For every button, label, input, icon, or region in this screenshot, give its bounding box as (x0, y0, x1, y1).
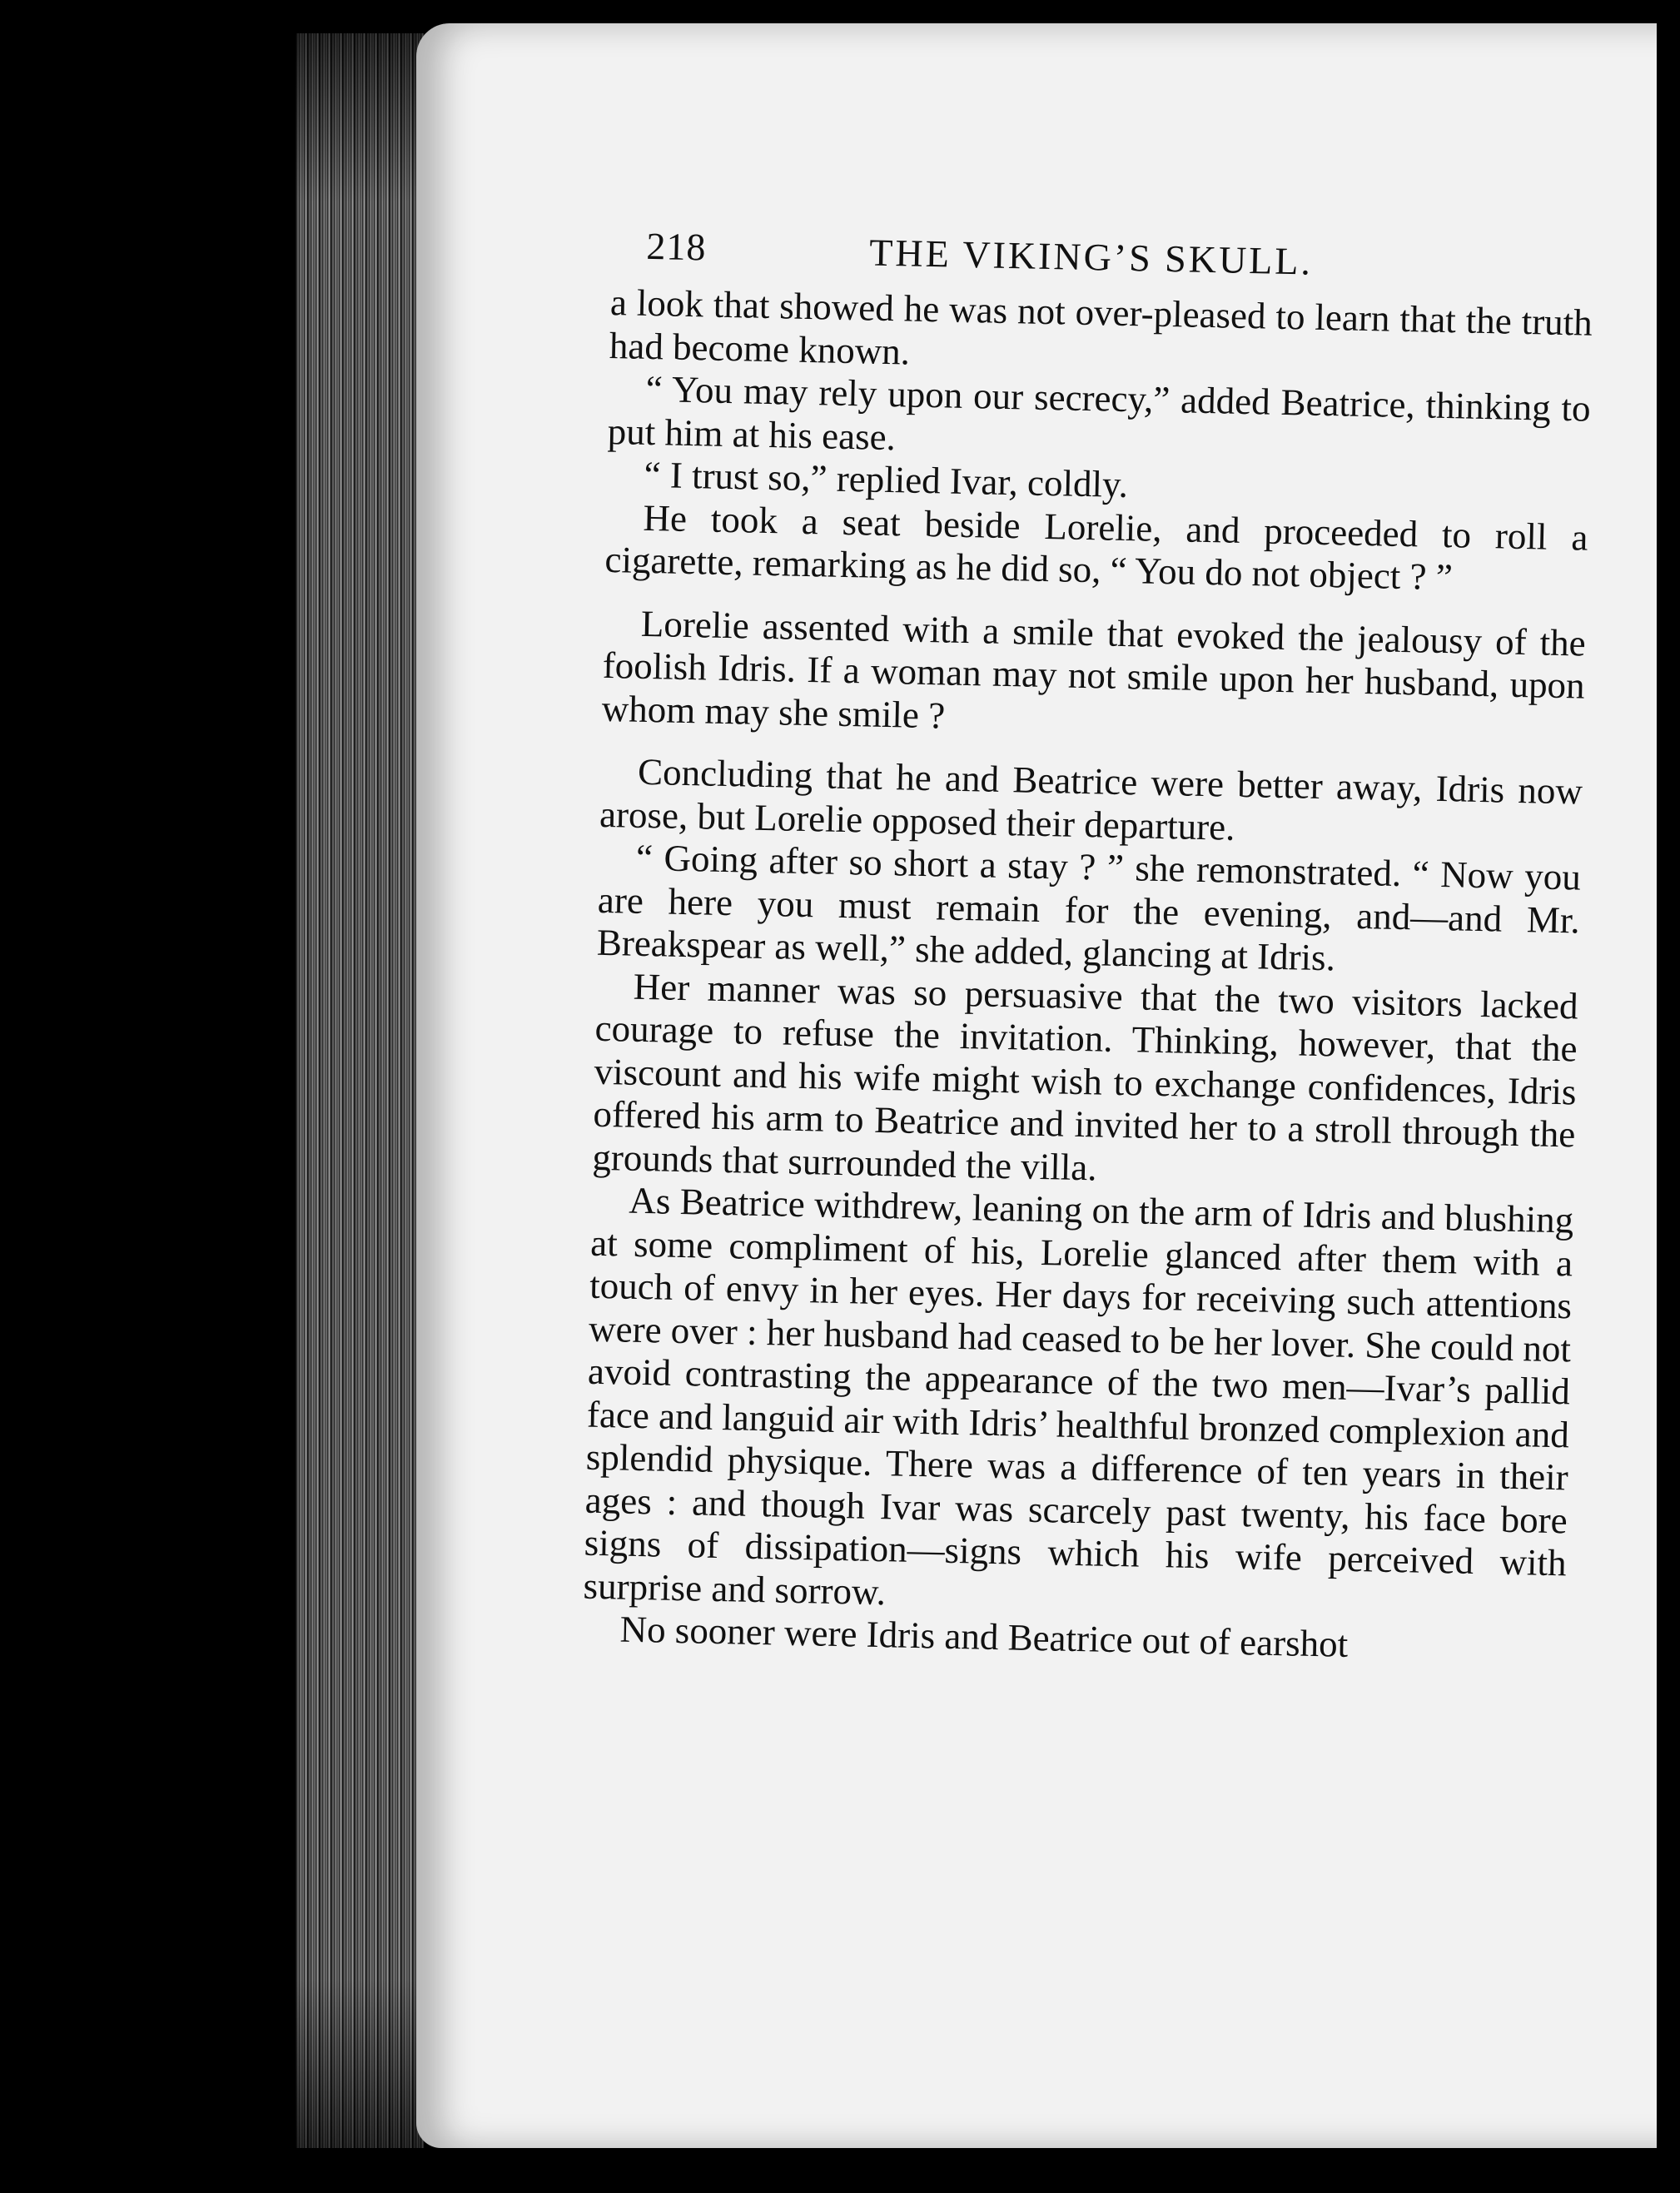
paragraph: No sooner were Idris and Beatrice out of earshot (619, 1608, 1349, 1665)
page-number: 218 (645, 224, 707, 269)
page-text-block (582, 223, 1594, 1671)
running-title: THE VIKING’S SKULL. (868, 231, 1314, 283)
paragraph: a look that showed he was not over-pleased to learn that the truth had become known. (609, 281, 1593, 373)
paragraph: Her manner was so persuasive that the two visitors lacked courage to refuse the invitation. Thinking, however, that the viscount and his wife might wish to exchange confidences, Idris offered his arm to Beatrice and invited her to a stroll through the grounds that surrounded the villa. (591, 965, 1579, 1188)
book-page-edges (296, 33, 425, 2148)
paragraph: “ I trust so,” replied Ivar, coldly. (644, 453, 1129, 506)
paragraph: As Beatrice withdrew, leaning on the arm of Idris and blushing at some compliment of his, Lorelie glanced after them with a touch of envy in her eyes. Her days for receiving such attentions were over : her husband had ceased to be her lover. She could not avoid contrasting the appearance of the two men—Ivar’s pallid face and languid air with Idris’ healthful bronzed complexion and splendid physique. There was a difference of ten years in their ages : and though Ivar was scarcely past twenty, his face bore signs of dissipation—signs which his wife perceived with surprise and sorrow. (583, 1179, 1574, 1613)
paragraph: He took a seat beside Lorelie, and proceeded to roll a cigarette, remarking as he did so, “ You do not object ? ” (604, 496, 1588, 599)
paragraph: “ You may rely upon our secrecy,” added Beatrice, thinking to put him at his ease. (607, 367, 1592, 458)
scan-border (1657, 0, 1680, 2193)
paragraph: Concluding that he and Beatrice were better away, Idris now arose, but Lorelie opposed their departure. (599, 750, 1583, 848)
paragraph: Lorelie assented with a smile that evoked the jealousy of the foolish Idris. If a woman may not smile upon her husband, upon whom may she smile ? (601, 602, 1587, 737)
body-text (582, 281, 1593, 1671)
paragraph: “ Going after so short a stay ? ” she remonstrated. “ Now you are here you must remain for the evening, and—and Mr. Breakspear as well,” she added, glancing at Idris. (596, 836, 1582, 979)
